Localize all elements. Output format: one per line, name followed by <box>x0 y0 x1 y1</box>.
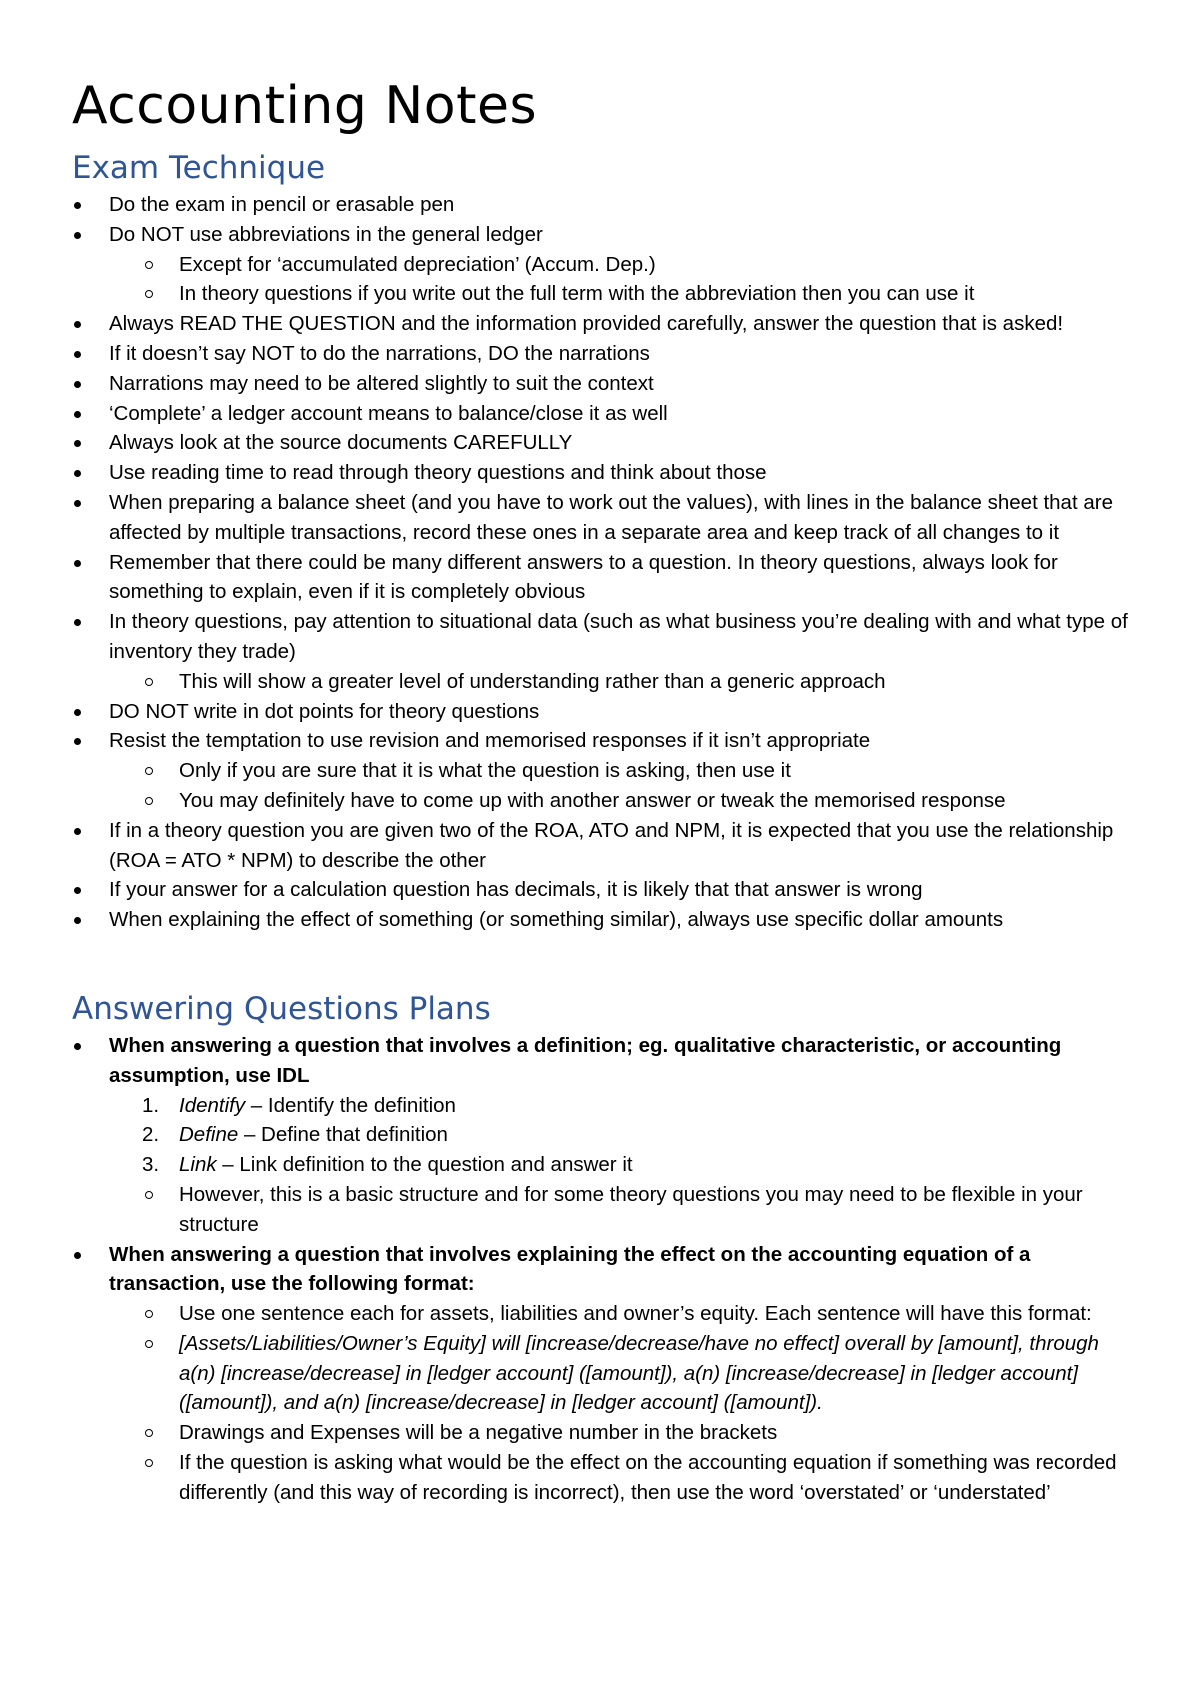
list-item: Except for ‘accumulated depreciation’ (Accum. Dep.) <box>144 250 1130 280</box>
list-item: Narrations may need to be altered slightly to suit the context <box>72 369 1130 399</box>
list-item: If in a theory question you are given two of the ROA, ATO and NPM, it is expected that you use the relationship (ROA = ATO * NPM) to describe the other <box>72 816 1130 876</box>
circle-bullet <box>145 261 153 269</box>
list-item: In theory questions, pay attention to situational data (such as what business you’re dealing with and what type of inventory they trade) <box>72 607 1130 667</box>
idl-step <box>144 1120 1130 1150</box>
list-item: When preparing a balance sheet (and you have to work out the values), with lines in the balance sheet that are affected by multiple transactions, record these ones in a separate area and keep track of all changes to it <box>72 488 1130 548</box>
list-item: Always READ THE QUESTION and the information provided carefully, answer the question that is asked! <box>72 309 1130 339</box>
list-item: You may definitely have to come up with another answer or tweak the memorised response <box>144 786 1130 816</box>
list-item: However, this is a basic structure and for some theory questions you may need to be flexible in your structure <box>144 1180 1130 1240</box>
exam-technique-list <box>72 190 1130 935</box>
step-number: 3. <box>142 1153 160 1177</box>
disc-bullet <box>74 440 81 447</box>
list-item: If the question is asking what would be the effect on the accounting equation if something was recorded differently (and this way of recording is incorrect), then use the word ‘overstated’ or ‘understated’ <box>144 1448 1130 1508</box>
circle-bullet <box>145 1340 153 1348</box>
disc-bullet <box>74 500 81 507</box>
circle-bullet <box>145 678 153 686</box>
disc-bullet <box>74 321 81 328</box>
list-item: When answering a question that involves a definition; eg. qualitative characteristic, or accounting assumption, use IDL <box>72 1031 1130 1091</box>
step-term: Link <box>179 1153 217 1177</box>
idl-step <box>144 1150 1130 1180</box>
list-item: In theory questions if you write out the full term with the abbreviation then you can use it <box>144 279 1130 309</box>
step-text: – Identify the definition <box>245 1093 456 1117</box>
disc-bullet <box>74 709 81 716</box>
list-item: When explaining the effect of something (or something similar), always use specific dollar amounts <box>72 905 1130 935</box>
list-item: Do the exam in pencil or erasable pen <box>72 190 1130 220</box>
format-template: [Assets/Liabilities/Owner’s Equity] will [increase/decrease/have no effect] overall by [amount], through a(n) [increase/decrease] in [ledger account] ([amount]), a(n) [increase/decrease] in [ledger account] ([amount]), and a(n) [increase/decrease] in [ledger account] ([amount]). <box>144 1329 1130 1418</box>
list-item: Always look at the source documents CAREFULLY <box>72 428 1130 458</box>
disc-bullet <box>74 917 81 924</box>
list-item: Only if you are sure that it is what the question is asking, then use it <box>144 756 1130 786</box>
circle-bullet <box>145 1310 153 1318</box>
disc-bullet <box>74 470 81 477</box>
disc-bullet <box>74 1252 81 1259</box>
list-item: Do NOT use abbreviations in the general ledger <box>72 220 1130 250</box>
heading-exam-technique: Exam Technique <box>72 150 326 186</box>
disc-bullet <box>74 619 81 626</box>
list-item: Use reading time to read through theory questions and think about those <box>72 458 1130 488</box>
disc-bullet <box>74 381 81 388</box>
step-term: Identify <box>179 1093 246 1117</box>
disc-bullet <box>74 560 81 567</box>
circle-bullet <box>145 290 153 298</box>
heading-answering-questions-plans: Answering Questions Plans <box>72 990 491 1027</box>
disc-bullet <box>74 828 81 835</box>
step-number: 1. <box>142 1093 160 1117</box>
disc-bullet <box>74 202 81 209</box>
disc-bullet <box>74 351 81 358</box>
list-item: Use one sentence each for assets, liabilities and owner’s equity. Each sentence will have this format: <box>144 1299 1130 1329</box>
list-item: Remember that there could be many different answers to a question. In theory questions, always look for something to explain, even if it is completely obvious <box>72 548 1130 608</box>
answering-plans-list <box>72 1031 1130 1508</box>
circle-bullet <box>145 797 153 805</box>
circle-bullet <box>145 767 153 775</box>
step-text: – Link definition to the question and answer it <box>216 1153 633 1177</box>
list-item: This will show a greater level of understanding rather than a generic approach <box>144 667 1130 697</box>
circle-bullet <box>145 1459 153 1467</box>
circle-bullet <box>145 1429 153 1437</box>
list-item: ‘Complete’ a ledger account means to balance/close it as well <box>72 399 1130 429</box>
disc-bullet <box>74 738 81 745</box>
disc-bullet <box>74 232 81 239</box>
document-title: Accounting Notes <box>72 76 538 136</box>
list-item: Drawings and Expenses will be a negative number in the brackets <box>144 1418 1130 1448</box>
step-number: 2. <box>142 1123 160 1147</box>
circle-bullet <box>145 1191 153 1199</box>
step-term: Define <box>179 1123 239 1147</box>
list-item: Resist the temptation to use revision and memorised responses if it isn’t appropriate <box>72 726 1130 756</box>
idl-step <box>144 1091 1130 1121</box>
list-item: If your answer for a calculation question has decimals, it is likely that that answer is wrong <box>72 875 1130 905</box>
list-item: When answering a question that involves explaining the effect on the accounting equation of a transaction, use the following format: <box>72 1240 1130 1300</box>
disc-bullet <box>74 1043 81 1050</box>
list-item: If it doesn’t say NOT to do the narrations, DO the narrations <box>72 339 1130 369</box>
disc-bullet <box>74 887 81 894</box>
step-text: – Define that definition <box>238 1123 448 1147</box>
list-item: DO NOT write in dot points for theory questions <box>72 697 1130 727</box>
disc-bullet <box>74 411 81 418</box>
